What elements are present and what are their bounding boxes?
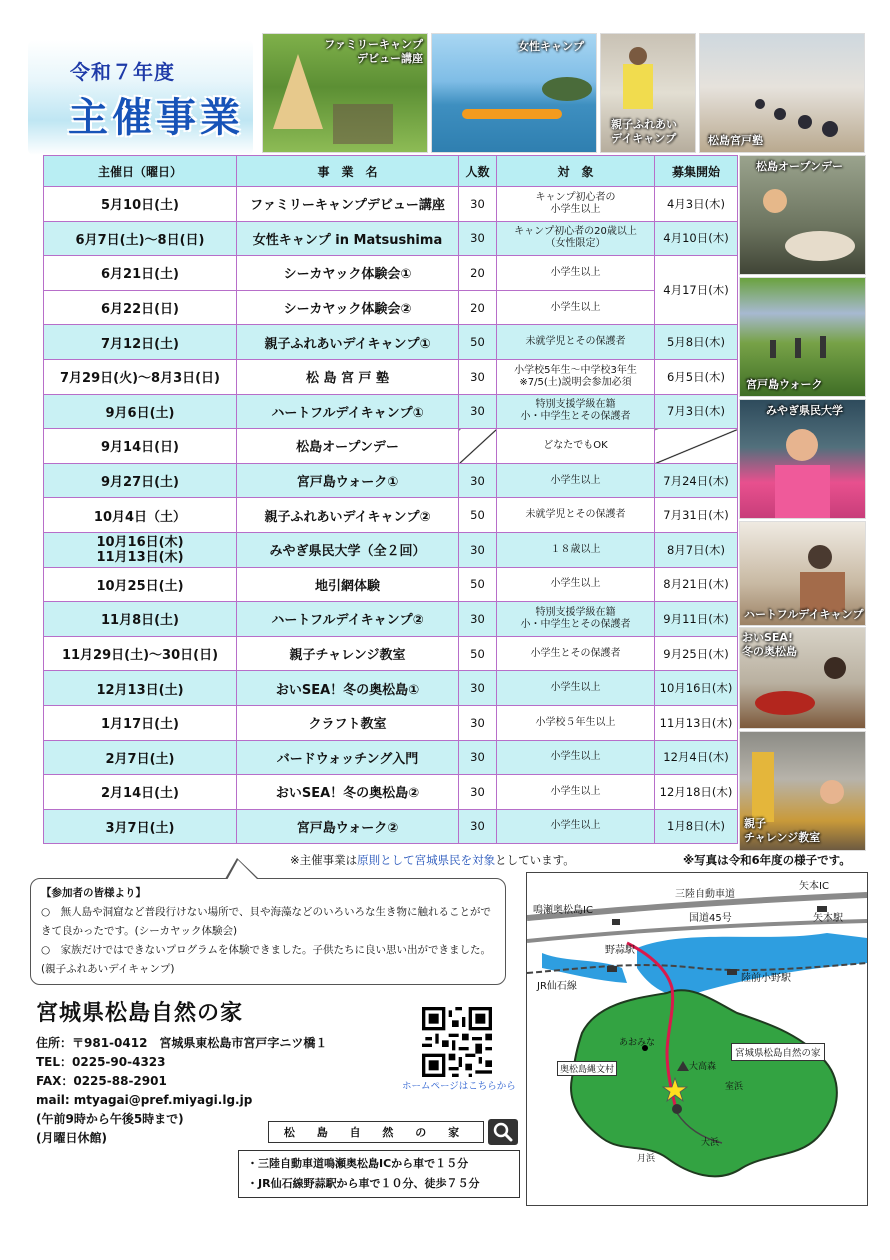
- cell-count: 30: [459, 671, 497, 706]
- cell-count: 50: [459, 636, 497, 671]
- table-row: [44, 567, 738, 602]
- bubble-tail-inner: [227, 860, 258, 880]
- photo-open-day: [739, 155, 866, 275]
- map-label-aonami: あおみな: [619, 1038, 656, 1048]
- photo-caption: 親子ふれあい デイキャンプ: [611, 118, 677, 145]
- cell-date: 10月16日(木) 11月13日(木): [44, 532, 237, 567]
- cell-date: 12月13日(土): [44, 671, 237, 706]
- cell-name: バードウォッチング入門: [237, 740, 459, 775]
- photo-caption: ハートフルデイキャンプ: [744, 608, 864, 621]
- cell-name: みやぎ県民大学（全２回）: [237, 532, 459, 567]
- cell-count-empty: [459, 429, 497, 464]
- header-name: 事 業 名: [237, 156, 459, 187]
- hours: (午前9時から午後5時まで): [36, 1112, 184, 1126]
- cell-name: 宮戸島ウォーク②: [237, 809, 459, 844]
- cell-date: 10月25日(土): [44, 567, 237, 602]
- cell-name: おいSEA！冬の奥松島①: [237, 671, 459, 706]
- cell-date: 3月7日(土): [44, 809, 237, 844]
- homepage-link[interactable]: ホームページはこちらから: [402, 1081, 516, 1092]
- cell-recruit: 6月5日(木): [655, 359, 738, 394]
- cell-date: 2月7日(土): [44, 740, 237, 775]
- cell-name: 女性キャンプ in Matsushima: [237, 221, 459, 256]
- map-label-murohama: 室浜: [725, 1082, 744, 1092]
- table-row: [44, 602, 738, 637]
- cell-target: 小学校5年生～中学校3年生 ※7/5(土)説明会参加必須: [497, 359, 655, 394]
- cell-count: 20: [459, 256, 497, 291]
- qr-code[interactable]: [422, 1007, 492, 1077]
- access-map: [526, 872, 868, 1206]
- cell-date: 9月14日(日): [44, 429, 237, 464]
- cell-recruit: 1月8日(木): [655, 809, 738, 844]
- cell-recruit: 10月16日(木): [655, 671, 738, 706]
- address: 住所：〒981-0412 宮城県東松島市宮戸字ニツ橋１: [36, 1036, 328, 1050]
- cell-target: キャンプ初心者の20歳以上 （女性限定）: [497, 221, 655, 256]
- cell-count: 30: [459, 221, 497, 256]
- cell-recruit: 8月21日(木): [655, 567, 738, 602]
- table-row: [44, 463, 738, 498]
- cell-recruit: 4月3日(木): [655, 187, 738, 222]
- parking-marker: [672, 1104, 682, 1114]
- participant-comments: [30, 878, 506, 985]
- cell-count: 20: [459, 290, 497, 325]
- search-icon: [488, 1119, 518, 1145]
- map-label-route45: 国道45号: [689, 913, 732, 924]
- cell-target: 特別支援学級在籍 小・中学生とその保護者: [497, 394, 655, 429]
- cell-target: 小学生以上: [497, 740, 655, 775]
- cell-count: 30: [459, 394, 497, 429]
- cell-count: 30: [459, 740, 497, 775]
- cell-target: 小学生以上: [497, 671, 655, 706]
- cell-recruit: 5月8日(木): [655, 325, 738, 360]
- table-row: [44, 290, 738, 325]
- table-row: [44, 775, 738, 810]
- table-row: [44, 498, 738, 533]
- map-label-naruse-ic: 鳴瀬奥松島IC: [533, 905, 593, 916]
- cell-count: 30: [459, 187, 497, 222]
- header-target: 対 象: [497, 156, 655, 187]
- cell-count: 50: [459, 567, 497, 602]
- cell-date: 6月22日(日): [44, 290, 237, 325]
- cell-target: 小学生以上: [497, 463, 655, 498]
- comments-title: 【参加者の皆様より】: [41, 887, 146, 899]
- fiscal-year: 令和７年度: [70, 60, 175, 84]
- cell-recruit: 7月31日(木): [655, 498, 738, 533]
- map-label-yamoto-ic: 矢本IC: [799, 881, 829, 892]
- table-header-row: [44, 156, 738, 187]
- map-label-rikuzen-st: 陸前小野駅: [741, 973, 791, 984]
- cell-recruit-empty: [655, 429, 738, 464]
- cell-target: 小学校５年生以上: [497, 705, 655, 740]
- search-button[interactable]: [488, 1119, 518, 1145]
- access-car: ・三陸自動車道鳴瀬奥松島ICから車で１５分: [247, 1157, 469, 1170]
- photo-caption: ファミリーキャンプ デビュー講座: [324, 38, 423, 65]
- cell-name: 親子ふれあいデイキャンプ②: [237, 498, 459, 533]
- cell-date: 7月12日(土): [44, 325, 237, 360]
- cell-count: 30: [459, 809, 497, 844]
- cell-name: 地引網体験: [237, 567, 459, 602]
- map-label-facility: 宮城県松島自然の家: [731, 1043, 825, 1061]
- map-label-jr-line: JR仙石線: [537, 981, 577, 992]
- table-row: [44, 636, 738, 671]
- map-label-okumatsushima: 奥松島縄文村: [557, 1061, 617, 1076]
- photo-caption: 松島宮戸塾: [708, 134, 763, 147]
- fax: FAX：0225-88-2901: [36, 1074, 167, 1088]
- table-row: [44, 429, 738, 464]
- photo-caption: 親子 チャレンジ教室: [744, 817, 821, 844]
- cell-recruit: 12月4日(木): [655, 740, 738, 775]
- photo-challenge: [739, 731, 866, 851]
- cell-recruit: 4月10日(木): [655, 221, 738, 256]
- residents-note-suffix: としています。: [495, 853, 575, 867]
- residents-note-highlight: 原則として宮城県民を対象: [357, 853, 496, 867]
- cell-date: 6月7日(土)～8日(日): [44, 221, 237, 256]
- cell-name: 宮戸島ウォーク①: [237, 463, 459, 498]
- cell-date: 7月29日(火)～8月3日(日): [44, 359, 237, 394]
- cell-name: おいSEA！冬の奥松島②: [237, 775, 459, 810]
- closed-day: (月曜日休館): [36, 1131, 107, 1145]
- photo-caption: 女性キャンプ: [518, 40, 584, 53]
- residents-note-prefix: ※主催事業は: [290, 853, 358, 867]
- cell-name: 松島オープンデー: [237, 429, 459, 464]
- cell-target: 小学生以上: [497, 567, 655, 602]
- photo-oisea: [739, 627, 866, 729]
- header-recruit: 募集開始: [655, 156, 738, 187]
- cell-date: 2月14日(土): [44, 775, 237, 810]
- cell-count: 30: [459, 775, 497, 810]
- photo-caption: おいSEA! 冬の奥松島: [742, 631, 797, 658]
- cell-date: 11月8日(土): [44, 602, 237, 637]
- cell-date: 10月4日（土）: [44, 498, 237, 533]
- cell-target: キャンプ初心者の 小学生以上: [497, 187, 655, 222]
- cell-name: ハートフルデイキャンプ②: [237, 602, 459, 637]
- cell-count: 30: [459, 532, 497, 567]
- photo-note: ※写真は令和6年度の様子です。: [683, 853, 851, 867]
- facility-name: 宮城県松島自然の家: [36, 1001, 244, 1026]
- cell-name: シーカヤック体験会①: [237, 256, 459, 291]
- cell-count: 50: [459, 498, 497, 533]
- cell-count: 30: [459, 359, 497, 394]
- cell-target: １８歳以上: [497, 532, 655, 567]
- table-row: [44, 256, 738, 291]
- cell-name: ハートフルデイキャンプ①: [237, 394, 459, 429]
- photo-caption: みやぎ県民大学: [766, 404, 843, 417]
- cell-count: 30: [459, 705, 497, 740]
- cell-name: 親子チャレンジ教室: [237, 636, 459, 671]
- cell-name: クラフト教室: [237, 705, 459, 740]
- tel: TEL：0225-90-4323: [36, 1055, 166, 1069]
- map-label-otakamori: 大高森: [689, 1062, 717, 1072]
- cell-recruit: 9月25日(木): [655, 636, 738, 671]
- table-row: [44, 740, 738, 775]
- cell-recruit: 7月3日(木): [655, 394, 738, 429]
- cell-target: 小学生以上: [497, 290, 655, 325]
- cell-date: 6月21日(土): [44, 256, 237, 291]
- cell-recruit: 4月17日(木): [655, 256, 738, 325]
- schedule-table: [43, 155, 738, 844]
- photo-women-camp: [431, 33, 597, 153]
- cell-target: どなたでもOK: [497, 429, 655, 464]
- cell-target: 小学生とその保護者: [497, 636, 655, 671]
- comment-item: ○ 家族だけではできないプログラムを体験できました。子供たちに良い思い出ができました。(親子ふれあいデイキャンプ): [41, 944, 492, 975]
- cell-recruit: 7月24日(木): [655, 463, 738, 498]
- photo-citizens-univ: [739, 399, 866, 519]
- comment-item: ○ 無人島や洞窟など普段行けない場所で、貝や海藻などのいろいろな生き物に触れることができて良かったです。(シーカヤック体験会): [41, 906, 491, 937]
- search-box[interactable]: 松 島 自 然 の 家: [268, 1121, 484, 1143]
- photo-heartful: [739, 521, 866, 626]
- cell-name: 親子ふれあいデイキャンプ①: [237, 325, 459, 360]
- cell-recruit: 9月11日(木): [655, 602, 738, 637]
- table-row: [44, 221, 738, 256]
- photo-miyato-walk: [739, 277, 866, 397]
- photo-family-camp: [262, 33, 428, 153]
- map-label-nobiru-st: 野蒜駅: [605, 945, 635, 956]
- table-row: [44, 671, 738, 706]
- cell-date: 1月17日(土): [44, 705, 237, 740]
- photo-caption: 松島オープンデー: [756, 160, 844, 173]
- cell-date: 9月27日(土): [44, 463, 237, 498]
- cell-target: 小学生以上: [497, 809, 655, 844]
- cell-name: ファミリーキャンプデビュー講座: [237, 187, 459, 222]
- map-label-expressway: 三陸自動車道: [675, 889, 735, 900]
- access-train: ・JR仙石線野蒜駅から車で１０分、徒歩７５分: [247, 1177, 480, 1190]
- mail[interactable]: mail: mtyagai@pref.miyagi.lg.jp: [36, 1093, 253, 1107]
- cell-date: 11月29日(土)～30日(日): [44, 636, 237, 671]
- header-count: 人数: [459, 156, 497, 187]
- page-title: 主催事業: [68, 95, 244, 141]
- cell-name: 松 島 宮 戸 塾: [237, 359, 459, 394]
- table-row: [44, 809, 738, 844]
- cell-count: 30: [459, 463, 497, 498]
- map-label-ohama: 大浜: [701, 1138, 720, 1148]
- cell-target: 未就学児とその保護者: [497, 325, 655, 360]
- photo-parent-child: [600, 33, 696, 153]
- cell-recruit: 8月7日(木): [655, 532, 738, 567]
- cell-recruit: 12月18日(木): [655, 775, 738, 810]
- cell-date: 5月10日(土): [44, 187, 237, 222]
- table-row: [44, 394, 738, 429]
- cell-target: 小学生以上: [497, 256, 655, 291]
- table-row: [44, 532, 738, 567]
- header-date: 主催日（曜日）: [44, 156, 237, 187]
- table-row: [44, 359, 738, 394]
- table-row: [44, 705, 738, 740]
- cell-target: 小学生以上: [497, 775, 655, 810]
- table-row: [44, 325, 738, 360]
- cell-count: 30: [459, 602, 497, 637]
- cell-target: 特別支援学級在籍 小・中学生とその保護者: [497, 602, 655, 637]
- table-row: [44, 187, 738, 222]
- cell-target: 未就学児とその保護者: [497, 498, 655, 533]
- cell-date: 9月6日(土): [44, 394, 237, 429]
- residents-note: [290, 852, 575, 868]
- qr-code-icon: [422, 1007, 492, 1077]
- photo-miyatojuku: [699, 33, 865, 153]
- photo-caption: 宮戸島ウォーク: [746, 378, 823, 391]
- cell-recruit: 11月13日(木): [655, 705, 738, 740]
- map-label-yamoto-st: 矢本駅: [813, 913, 843, 924]
- access-info: [238, 1150, 520, 1198]
- map-label-tsukihama: 月浜: [637, 1154, 656, 1164]
- cell-name: シーカヤック体験会②: [237, 290, 459, 325]
- cell-count: 50: [459, 325, 497, 360]
